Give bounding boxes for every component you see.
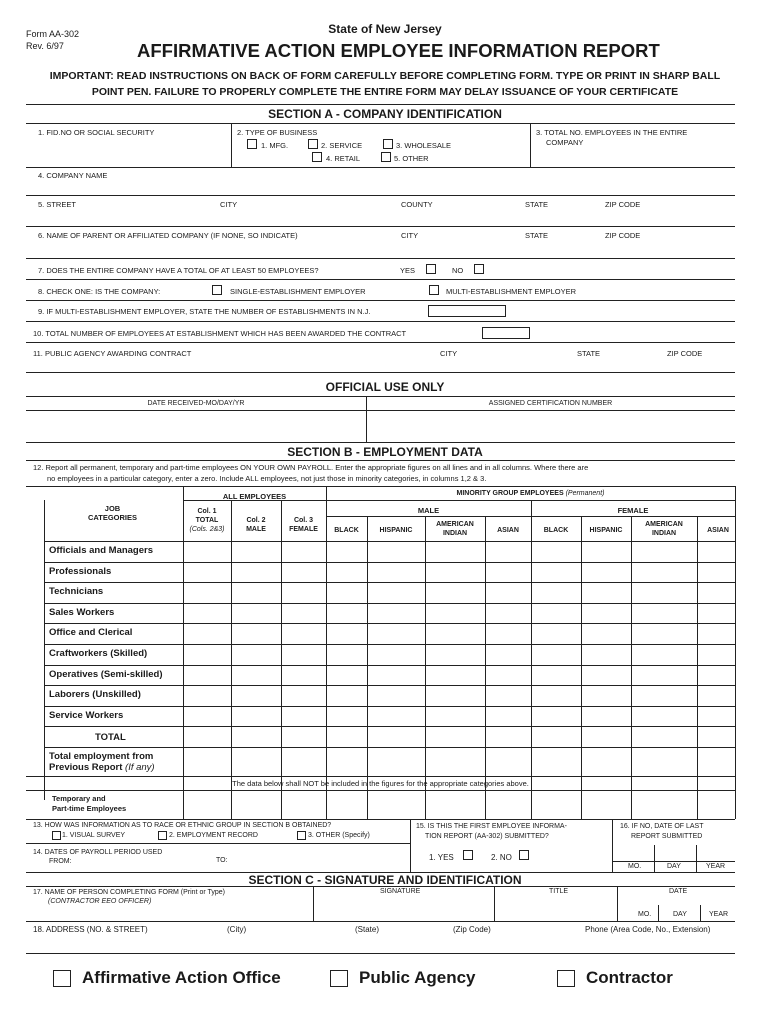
date-day-label: DAY: [673, 911, 687, 918]
parent-state-label: STATE: [525, 231, 549, 240]
single-establishment-label: SINGLE-ESTABLISHMENT EMPLOYER: [230, 287, 366, 296]
total-employees-label-2: COMPANY: [546, 138, 584, 147]
q9-label: 9. IF MULTI-ESTABLISHMENT EMPLOYER, STATE THE NUMBER OF ESTABLISHMENTS IN N.J.: [38, 307, 371, 316]
q10-input-box[interactable]: [482, 327, 530, 339]
q8-label: 8. CHECK ONE: IS THE COMPANY:: [38, 287, 161, 296]
table-row: [44, 685, 735, 706]
employment-record-label: 2. EMPLOYMENT RECORD: [169, 832, 258, 839]
q7-yes-label: YES: [400, 266, 416, 275]
q16-year-label: YEAR: [706, 863, 726, 870]
previous-report-label: Total employment from Previous Report (If any): [49, 751, 155, 773]
table-row: [44, 665, 735, 686]
date-label: DATE: [669, 888, 688, 895]
table-row: [44, 603, 735, 624]
job-category-label: Officials and Managers: [49, 545, 154, 556]
q16-mo-label: MO.: [628, 863, 642, 870]
other-checkbox[interactable]: [381, 152, 391, 162]
col3-header: Col. 3 FEMALE: [289, 517, 318, 533]
total-employees-label: 3. TOTAL NO. EMPLOYEES IN THE ENTIRE: [536, 128, 688, 137]
parent-city-label: CITY: [401, 231, 419, 240]
retail-label: 4. RETAIL: [326, 154, 361, 163]
q13-label: 13. HOW WAS INFORMATION AS TO RACE OR ETHNIC GROUP IN SECTION B OBTAINED?: [33, 822, 332, 829]
q7-no-checkbox[interactable]: [474, 264, 484, 274]
date-received-label: DATE RECEIVED-MO/DAY/YR: [147, 400, 245, 407]
job-category-label: Service Workers: [49, 709, 124, 721]
q7-label: 7. DOES THE ENTIRE COMPANY HAVE A TOTAL OF AT LEAST 50 EMPLOYEES?: [38, 266, 319, 275]
q15-no-checkbox[interactable]: [519, 850, 529, 860]
visual-survey-label: 1. VISUAL SURVEY: [62, 832, 126, 839]
q14-to-label: TO:: [216, 857, 228, 864]
type-of-business-label: 2. TYPE OF BUSINESS: [237, 128, 318, 137]
table-row: [44, 582, 735, 603]
male-black-header: BLACK: [334, 527, 359, 534]
section-c-title: SECTION C - SIGNATURE AND IDENTIFICATION: [248, 873, 522, 887]
q12-line-1: 12. Report all permanent, temporary and part-time employees ON YOUR OWN PAYROLL. Enter the appropriate figures on all lines and in all columns. Where there are: [33, 463, 589, 472]
company-name-label: 4. COMPANY NAME: [38, 171, 108, 180]
total-row-label: TOTAL: [95, 732, 126, 743]
form-title: AFFIRMATIVE ACTION EMPLOYEE INFORMATION REPORT: [137, 40, 660, 61]
below-note: The data below shall NOT be included in the figures for the appropriate categories above.: [232, 779, 529, 788]
wholesale-label: 3. WHOLESALE: [396, 141, 452, 150]
official-use-title: OFFICIAL USE ONLY: [325, 380, 445, 394]
state-name: State of New Jersey: [328, 22, 442, 36]
important-line-1: IMPORTANT: READ INSTRUCTIONS ON BACK OF FORM CAREFULLY BEFORE COMPLETING FORM. TYPE OR PRINT IN SHARP BALL: [49, 70, 721, 82]
q12-line-2: no employees in a particular category, enter a zero. Include ALL employees, not just those in minority categories, in columns 1,2 & 3.: [47, 474, 487, 483]
table-row: [44, 706, 735, 727]
section-b-title: SECTION B - EMPLOYMENT DATA: [287, 445, 483, 459]
street-label: 5. STREET: [38, 200, 76, 209]
form-id: Form AA-302: [26, 29, 80, 39]
job-category-label: Technicians: [49, 586, 104, 598]
public-agency-label: Public Agency: [359, 968, 476, 987]
female-header: FEMALE: [617, 506, 649, 515]
male-american-indian-header: AMERICAN INDIAN: [436, 521, 474, 537]
temporary-label: Temporary and Part-time Employees: [52, 794, 127, 813]
q7-yes-checkbox[interactable]: [426, 264, 436, 274]
form-revision: Rev. 6/97: [26, 41, 64, 51]
q15-yes-label: 1. YES: [429, 853, 454, 862]
address-state-label: (State): [355, 925, 380, 934]
mfg-checkbox[interactable]: [247, 139, 257, 149]
table-row: [44, 623, 735, 644]
col1-header: Col. 1 TOTAL (Cols. 2&3): [189, 508, 225, 533]
job-category-label: Craftworkers (Skilled): [49, 648, 148, 659]
address-city-label: (City): [227, 925, 247, 934]
q15-label: 15. IS THIS THE FIRST EMPLOYEE INFORMA- TION REPORT (AA-302) SUBMITTED?: [416, 823, 567, 840]
table-row: [44, 644, 735, 665]
q9-input-box[interactable]: [428, 305, 506, 317]
aa-office-label: Affirmative Action Office: [82, 968, 281, 987]
q17-label: 17. NAME OF PERSON COMPLETING FORM (Print or Type) (CONTRACTOR EEO OFFICER): [33, 889, 226, 905]
job-category-label: Office and Clerical: [49, 627, 133, 639]
agency-zip-label: ZIP CODE: [667, 349, 703, 358]
male-header: MALE: [417, 506, 440, 515]
visual-survey-checkbox[interactable]: [52, 831, 61, 840]
phone-label: Phone (Area Code, No., Extension): [585, 925, 711, 934]
q14-label: 14. DATES OF PAYROLL PERIOD USED FROM:: [33, 849, 163, 865]
table-row: [44, 562, 735, 583]
female-american-indian-header: AMERICAN INDIAN: [645, 521, 683, 537]
male-asian-header: ASIAN: [497, 527, 519, 534]
all-employees-header: ALL EMPLOYEES: [222, 492, 287, 501]
contractor-checkbox[interactable]: [557, 970, 575, 987]
job-category-label: Operatives (Semi-skilled): [49, 668, 163, 680]
multi-establishment-checkbox[interactable]: [429, 285, 439, 295]
section-a-title: SECTION A - COMPANY IDENTIFICATION: [268, 107, 502, 121]
mfg-label: 1. MFG.: [261, 141, 289, 150]
agency-state-label: STATE: [577, 349, 601, 358]
important-line-2: POINT PEN. FAILURE TO PROPERLY COMPLETE THE ENTIRE FORM MAY DELAY ISSUANCE OF YOUR CERTIFICATE: [91, 86, 679, 98]
wholesale-checkbox[interactable]: [383, 139, 393, 149]
q18-label: 18. ADDRESS (NO. & STREET): [33, 925, 148, 934]
date-mo-label: MO.: [638, 911, 652, 918]
single-establishment-checkbox[interactable]: [212, 285, 222, 295]
job-categories-header: JOB CATEGORIES: [87, 504, 138, 522]
female-hispanic-header: HISPANIC: [589, 527, 623, 534]
q15-yes-checkbox[interactable]: [463, 850, 473, 860]
q16-label: 16. IF NO, DATE OF LAST REPORT SUBMITTED: [620, 823, 704, 840]
signature-label: SIGNATURE: [380, 888, 421, 895]
table-row: [44, 541, 735, 562]
q16-day-label: DAY: [667, 863, 681, 870]
aa-office-checkbox[interactable]: [53, 970, 71, 987]
female-asian-header: ASIAN: [707, 527, 729, 534]
parent-company-label: 6. NAME OF PARENT OR AFFILIATED COMPANY (IF NONE, SO INDICATE): [38, 231, 298, 240]
other-label: 5. OTHER: [394, 154, 429, 163]
retail-checkbox[interactable]: [312, 152, 322, 162]
job-category-label: Sales Workers: [49, 606, 115, 618]
multi-establishment-label: MULTI-ESTABLISHMENT EMPLOYER: [446, 287, 577, 296]
service-label: 2. SERVICE: [321, 141, 363, 150]
job-category-label: Professionals: [49, 565, 112, 577]
q7-no-label: NO: [452, 266, 464, 275]
title-label: TITLE: [549, 888, 569, 895]
q11-label: 11. PUBLIC AGENCY AWARDING CONTRACT: [33, 349, 192, 358]
service-checkbox[interactable]: [308, 139, 318, 149]
row-divider: [44, 726, 735, 727]
agency-city-label: CITY: [440, 349, 458, 358]
zip-label: ZIP CODE: [605, 200, 641, 209]
public-agency-checkbox[interactable]: [330, 970, 348, 987]
county-label: COUNTY: [401, 200, 433, 209]
job-category-label: Laborers (Unskilled): [49, 689, 141, 701]
fid-label: 1. FID.NO OR SOCIAL SECURITY: [38, 128, 155, 137]
address-zip-label: (Zip Code): [453, 925, 491, 934]
minority-header: MINORITY GROUP EMPLOYEES (Permanent): [456, 490, 605, 497]
female-black-header: BLACK: [543, 527, 569, 534]
q15-no-label: 2. NO: [491, 853, 512, 862]
contractor-label: Contractor: [586, 968, 673, 987]
employment-record-checkbox[interactable]: [158, 831, 167, 840]
cert-number-label: ASSIGNED CERTIFICATION NUMBER: [488, 400, 613, 407]
col2-header: Col. 2 MALE: [246, 517, 266, 533]
city-label: CITY: [220, 200, 238, 209]
parent-zip-label: ZIP CODE: [605, 231, 641, 240]
male-hispanic-header: HISPANIC: [379, 527, 413, 534]
q10-label: 10. TOTAL NUMBER OF EMPLOYEES AT ESTABLISHMENT WHICH HAS BEEN AWARDED THE CONTRACT: [33, 329, 407, 338]
other-specify-checkbox[interactable]: [297, 831, 306, 840]
other-specify-label: 3. OTHER (Specify): [308, 832, 370, 839]
date-year-label: YEAR: [709, 911, 729, 918]
state-label: STATE: [525, 200, 549, 209]
